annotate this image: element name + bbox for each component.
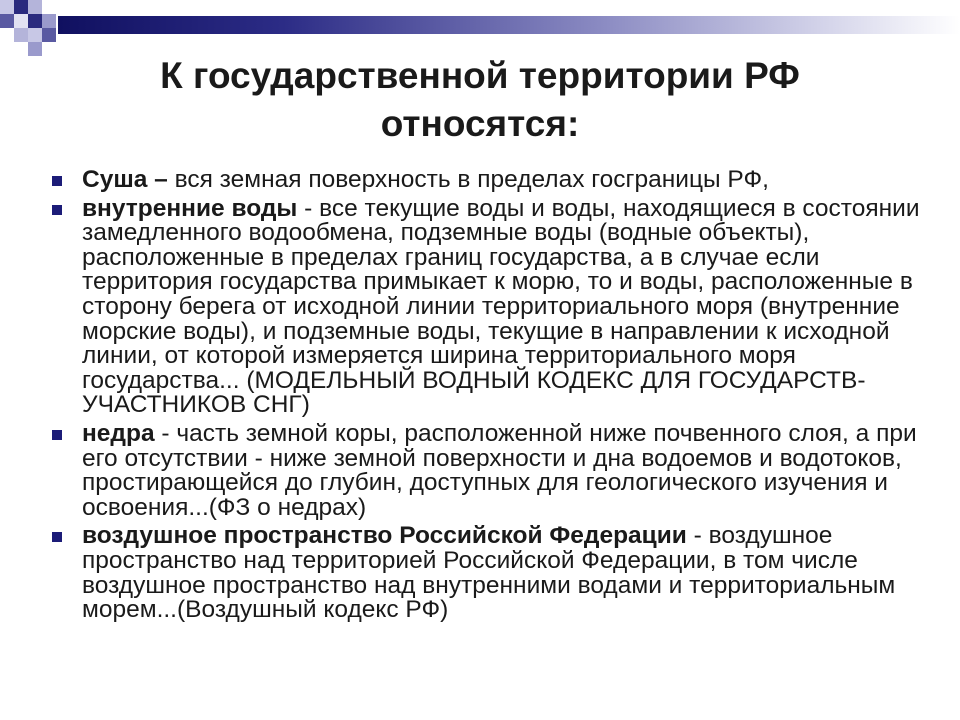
deco-square: [28, 0, 42, 14]
bullet-text: - все текущие воды и воды, находящиеся в состоянии замедленного водообмена, подземные воды (водные объекты), расположенные в пределах границ государства, а в случае если территория государства примыкает к морю, то и воды, расположенные в сторону берега от исходной линии территориального моря (внутренние морские воды), и подземные воды, текущие в направлении к исходной линии, от которой измеряется ширина территориального моря государства... (МОДЕЛЬНЫЙ ВОДНЫЙ КОДЕКС ДЛЯ ГОСУДАРСТВ-УЧАСТНИКОВ СНГ): [82, 194, 920, 419]
bullet-term: внутренние воды: [82, 194, 298, 222]
bullet-list: [52, 168, 922, 627]
bullet-item-internal-waters: [52, 194, 922, 419]
bullet-term: недра: [82, 419, 155, 447]
deco-square: [28, 28, 42, 42]
bullet-item-airspace: [52, 524, 922, 622]
bullet-item-land: [52, 168, 922, 193]
deco-square: [42, 28, 56, 42]
square-bullet-icon: [52, 430, 62, 440]
deco-square: [14, 14, 28, 28]
slide-title: [0, 52, 960, 148]
title-line-2: относятся:: [380, 103, 580, 144]
bullet-text: - часть земной коры, расположенной ниже почвенного слоя, а при его отсутствии - ниже земной поверхности и дна водоемов и водотоков, простирающейся до глубин, доступных для геологического изучения и освоения...(ФЗ о недрах): [82, 419, 917, 521]
deco-square: [0, 0, 14, 14]
square-bullet-icon: [52, 532, 62, 542]
square-bullet-icon: [52, 205, 62, 215]
bullet-term: Суша –: [82, 166, 168, 193]
header-gradient-bar: [58, 16, 960, 34]
deco-square: [14, 28, 28, 42]
deco-square: [0, 14, 14, 28]
bullet-item-subsoil: [52, 419, 922, 521]
deco-square: [42, 14, 56, 28]
deco-square: [28, 14, 42, 28]
title-line-1: К государственной территории РФ: [160, 55, 800, 96]
bullet-term: воздушное пространство Российской Федерации: [82, 522, 687, 550]
deco-square: [14, 0, 28, 14]
bullet-text: вся земная поверхность в пределах госграницы РФ,: [167, 166, 769, 193]
square-bullet-icon: [52, 176, 62, 186]
bullet-text: - воздушное пространство над территорией Российской Федерации, в том числе воздушное пространство над внутренними водами и территориальным морем...(Воздушный кодекс РФ): [82, 522, 896, 624]
